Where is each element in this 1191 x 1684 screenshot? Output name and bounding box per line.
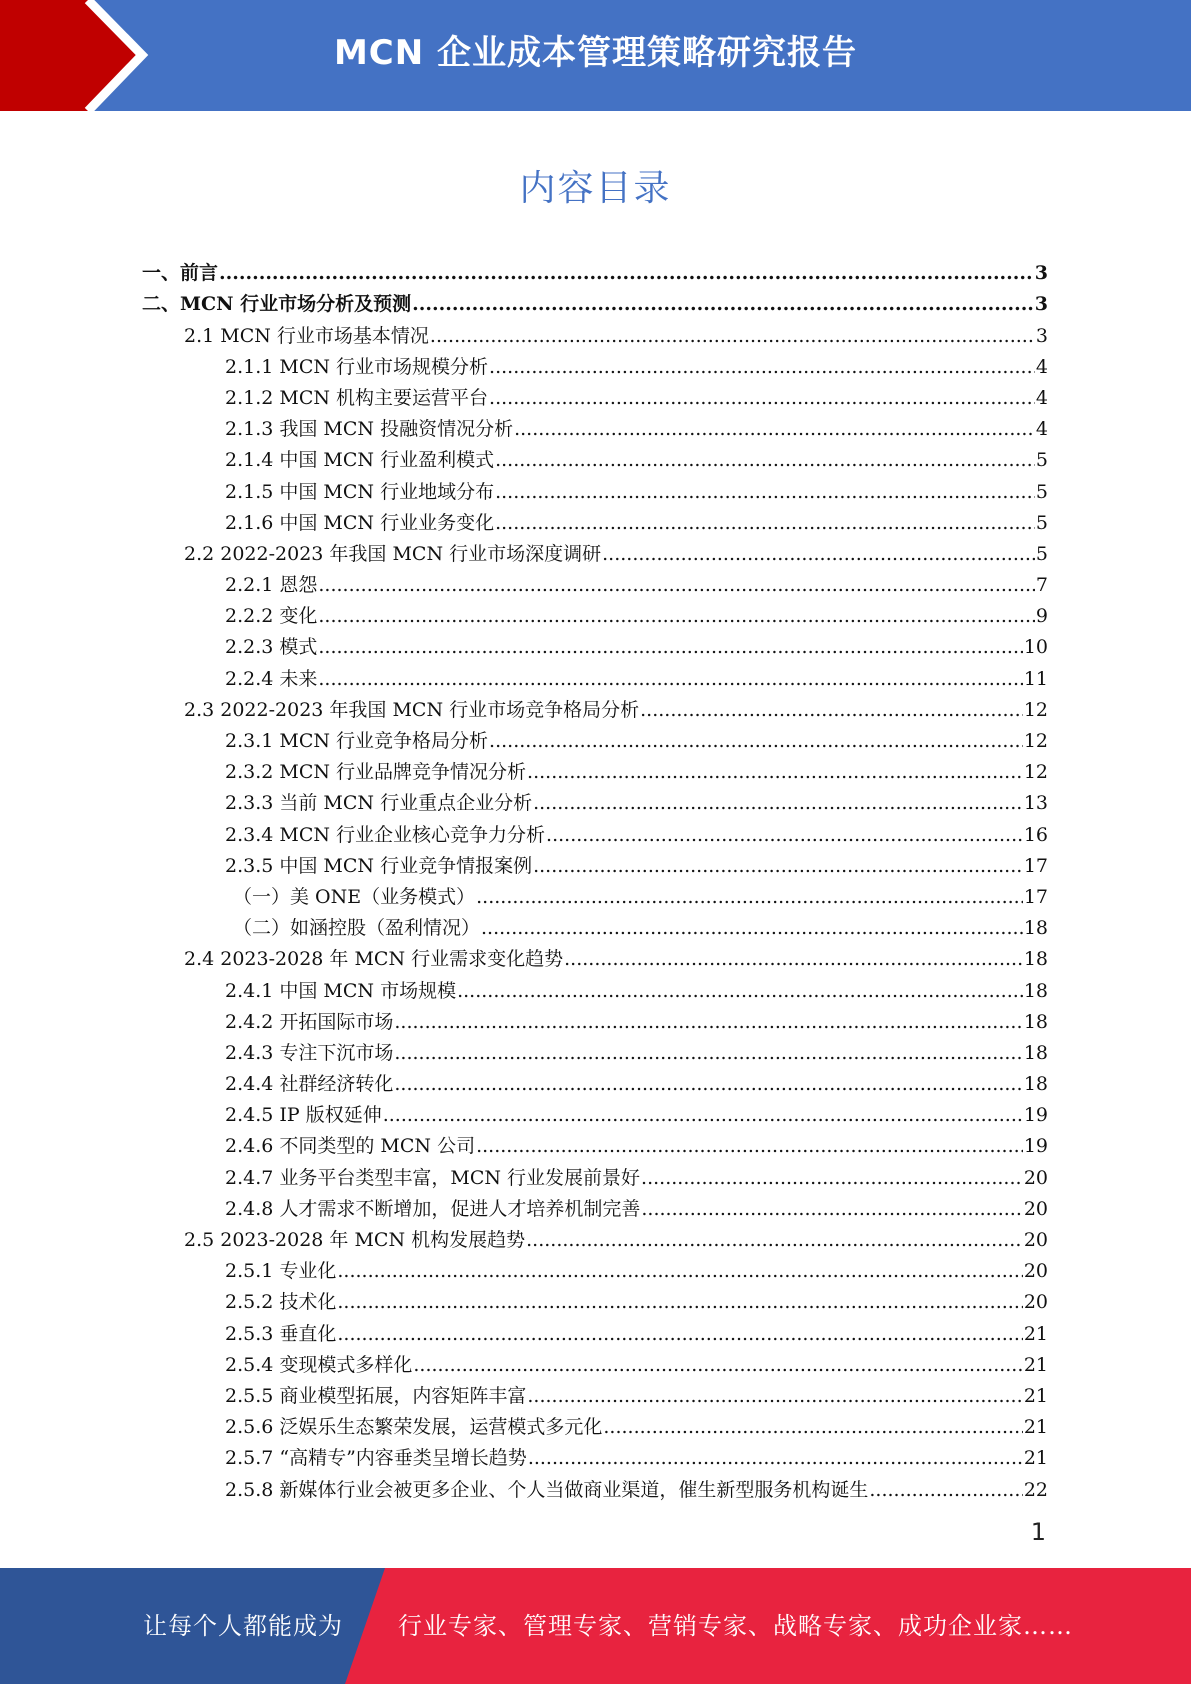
- toc-entry-page: 5: [1035, 542, 1048, 565]
- toc-dot-leader: [526, 1229, 1023, 1251]
- toc-dot-leader: [603, 1416, 1022, 1438]
- toc-entry-page: 19: [1023, 1104, 1048, 1127]
- footer-slogan-left: 让每个人都能成为: [143, 1612, 343, 1640]
- toc-dot-leader: [337, 1291, 1022, 1313]
- toc-entry[interactable]: [142, 939, 1048, 970]
- toc-entry-page: 4: [1035, 418, 1048, 441]
- toc-entry-page: 16: [1023, 823, 1048, 846]
- toc-entry-title: 2.3.5 中国 MCN 行业竞争情报案例: [225, 854, 533, 877]
- toc-entry-page: 12: [1023, 730, 1048, 752]
- toc-entry[interactable]: [142, 908, 1048, 939]
- toc-dot-leader: [495, 512, 1035, 534]
- toc-dot-leader: [318, 605, 1035, 627]
- toc-entry-title: 一、前言: [142, 262, 219, 285]
- toc-entry-title: 2.5.5 商业模型拓展，内容矩阵丰富: [225, 1384, 527, 1407]
- toc-entry[interactable]: [142, 1189, 1048, 1220]
- toc-entry-title: 二、MCN 行业市场分析及预测: [142, 293, 412, 316]
- toc-entry-title: 2.4 2023-2028 年 MCN 行业需求变化趋势: [184, 948, 564, 971]
- footer-slogan-right: 行业专家、管理专家、营销专家、战略专家、成功企业家……: [398, 1612, 1073, 1640]
- toc-entry-page: 19: [1023, 1135, 1048, 1158]
- toc-entry[interactable]: [142, 596, 1048, 627]
- toc-dot-leader: [527, 761, 1023, 783]
- toc-entry-page: 5: [1035, 480, 1048, 503]
- toc-entry[interactable]: [142, 253, 1048, 284]
- toc-entry-page: 21: [1023, 1322, 1048, 1345]
- toc-entry-title: 2.3.2 MCN 行业品牌竞争情况分析: [225, 761, 527, 784]
- toc-entry[interactable]: [142, 658, 1048, 689]
- table-of-contents: [142, 253, 1048, 1501]
- toc-entry[interactable]: [142, 1220, 1048, 1251]
- toc-entry-title: 2.4.1 中国 MCN 市场规模: [225, 979, 457, 1002]
- toc-entry[interactable]: [142, 1376, 1048, 1407]
- toc-entry[interactable]: [142, 284, 1048, 315]
- toc-entry-title: 2.3.4 MCN 行业企业核心竞争力分析: [225, 823, 546, 846]
- toc-entry[interactable]: [142, 846, 1048, 877]
- toc-entry-title: 2.5.3 垂直化: [225, 1322, 337, 1345]
- toc-entry[interactable]: [142, 752, 1048, 783]
- toc-entry-page: 3: [1035, 324, 1048, 347]
- toc-entry[interactable]: [142, 1126, 1048, 1157]
- toc-entry[interactable]: [142, 1064, 1048, 1095]
- toc-entry[interactable]: [142, 1345, 1048, 1376]
- toc-entry-page: 22: [1023, 1478, 1048, 1501]
- toc-entry-title: 2.4.8 人才需求不断增加，促进人才培养机制完善: [225, 1197, 641, 1220]
- toc-entry[interactable]: [142, 1251, 1048, 1282]
- toc-dot-leader: [476, 1135, 1023, 1157]
- toc-entry-title: 2.1.4 中国 MCN 行业盈利模式: [225, 449, 495, 472]
- toc-dot-leader: [337, 1323, 1022, 1345]
- toc-dot-leader: [640, 699, 1023, 721]
- toc-entry[interactable]: [142, 1033, 1048, 1064]
- toc-entry-title: 2.5.2 技术化: [225, 1291, 337, 1314]
- toc-dot-leader: [495, 449, 1035, 471]
- toc-entry-page: 18: [1023, 1041, 1048, 1064]
- toc-entry-page: 9: [1035, 605, 1048, 628]
- toc-dot-leader: [413, 1354, 1022, 1376]
- toc-entry[interactable]: [142, 1282, 1048, 1313]
- toc-entry[interactable]: [142, 627, 1048, 658]
- toc-entry-page: 3: [1034, 262, 1048, 285]
- toc-entry[interactable]: [142, 378, 1048, 409]
- toc-entry[interactable]: [142, 814, 1048, 845]
- toc-dot-leader: [476, 886, 1023, 908]
- toc-dot-leader: [337, 1260, 1022, 1282]
- toc-dot-leader: [546, 824, 1023, 846]
- toc-entry-page: 18: [1023, 1073, 1048, 1096]
- toc-dot-leader: [394, 1042, 1022, 1064]
- toc-entry[interactable]: [142, 1438, 1048, 1469]
- toc-entry-title: 2.3.3 当前 MCN 行业重点企业分析: [225, 792, 533, 815]
- toc-entry[interactable]: [142, 315, 1048, 346]
- toc-entry-title: 2.2.1 恩怨: [225, 574, 318, 597]
- toc-dot-leader: [430, 325, 1035, 347]
- toc-entry-page: 13: [1023, 792, 1048, 815]
- toc-dot-leader: [394, 1073, 1022, 1095]
- toc-dot-leader: [489, 356, 1035, 378]
- toc-dot-leader: [514, 418, 1035, 440]
- toc-dot-leader: [457, 980, 1023, 1002]
- toc-dot-leader: [219, 262, 1034, 284]
- toc-dot-leader: [602, 543, 1035, 565]
- toc-entry-page: 20: [1023, 1260, 1048, 1283]
- toc-entry-page: 4: [1035, 386, 1048, 409]
- toc-entry-page: 20: [1023, 1229, 1048, 1251]
- toc-entry-page: 17: [1023, 854, 1048, 877]
- toc-entry-title: 2.1.2 MCN 机构主要运营平台: [225, 386, 489, 409]
- toc-entry[interactable]: [142, 409, 1048, 440]
- toc-entry-page: 18: [1023, 917, 1048, 940]
- toc-entry[interactable]: [142, 471, 1048, 502]
- toc-entry[interactable]: [142, 970, 1048, 1001]
- toc-entry-title: 2.4.3 专注下沉市场: [225, 1041, 394, 1064]
- toc-dot-leader: [641, 1198, 1022, 1220]
- toc-dot-leader: [318, 668, 1022, 690]
- toc-dot-leader: [318, 636, 1022, 658]
- toc-entry-title: 2.4.7 业务平台类型丰富，MCN 行业发展前景好: [225, 1166, 641, 1189]
- toc-dot-leader: [869, 1479, 1022, 1501]
- toc-entry-title: 2.1.5 中国 MCN 行业地域分布: [225, 480, 495, 503]
- toc-entry-title: 2.1.6 中国 MCN 行业业务变化: [225, 511, 495, 534]
- toc-entry-title: 2.2.2 变化: [225, 605, 318, 628]
- toc-title: 内容目录: [519, 168, 672, 209]
- page-footer: [0, 1568, 1191, 1684]
- toc-entry-title: 2.5.7 “高精专”内容垂类呈增长趋势: [225, 1447, 527, 1470]
- toc-entry-title: 2.1 MCN 行业市场基本情况: [184, 324, 429, 347]
- toc-entry[interactable]: [142, 503, 1048, 534]
- page-number: 1: [1030, 1518, 1046, 1546]
- toc-entry-page: 4: [1035, 355, 1048, 378]
- toc-entry-page: 21: [1023, 1447, 1048, 1470]
- toc-entry-page: 5: [1035, 449, 1048, 472]
- toc-entry[interactable]: [142, 440, 1048, 471]
- toc-entry[interactable]: [142, 347, 1048, 378]
- toc-entry[interactable]: [142, 565, 1048, 596]
- report-title: MCN 企业成本管理策略研究报告: [333, 33, 858, 73]
- toc-entry-title: 2.5.4 变现模式多样化: [225, 1353, 413, 1376]
- toc-entry-page: 10: [1023, 636, 1048, 659]
- toc-entry-page: 5: [1035, 511, 1048, 534]
- toc-entry-page: 7: [1035, 574, 1048, 597]
- toc-entry-page: 17: [1023, 885, 1048, 908]
- toc-entry-title: （二）如涵控股（盈利情况）: [233, 917, 481, 940]
- toc-entry-page: 20: [1023, 1291, 1048, 1314]
- toc-entry-title: 2.4.6 不同类型的 MCN 公司: [225, 1135, 476, 1158]
- toc-entry-title: 2.5.1 专业化: [225, 1260, 337, 1283]
- toc-entry-page: 20: [1023, 1197, 1048, 1220]
- toc-entry[interactable]: [142, 1407, 1048, 1438]
- toc-entry-page: 11: [1023, 667, 1048, 690]
- toc-entry-title: 2.2.3 模式: [225, 636, 318, 659]
- toc-entry-title: 2.4.4 社群经济转化: [225, 1073, 394, 1096]
- toc-dot-leader: [481, 917, 1023, 939]
- toc-entry-title: 2.4.2 开拓国际市场: [225, 1010, 394, 1033]
- toc-entry[interactable]: [142, 783, 1048, 814]
- toc-entry-title: 2.3 2022-2023 年我国 MCN 行业市场竞争格局分析: [184, 698, 640, 721]
- toc-dot-leader: [528, 1447, 1023, 1469]
- toc-entry[interactable]: [142, 721, 1048, 752]
- toc-dot-leader: [489, 387, 1035, 409]
- toc-dot-leader: [318, 574, 1035, 596]
- toc-dot-leader: [641, 1167, 1023, 1189]
- toc-entry-title: 2.2 2022-2023 年我国 MCN 行业市场深度调研: [184, 542, 602, 565]
- toc-dot-leader: [412, 293, 1034, 315]
- toc-entry-title: 2.1.3 我国 MCN 投融资情况分析: [225, 418, 514, 441]
- toc-dot-leader: [527, 1385, 1022, 1407]
- toc-entry-page: 20: [1023, 1166, 1048, 1189]
- toc-entry-page: 12: [1023, 761, 1048, 784]
- toc-entry[interactable]: [142, 1313, 1048, 1344]
- toc-dot-leader: [533, 792, 1023, 814]
- toc-dot-leader: [383, 1104, 1023, 1126]
- toc-entry-title: 2.5.6 泛娱乐生态繁荣发展，运营模式多元化: [225, 1416, 603, 1439]
- page-header: [0, 0, 1191, 111]
- toc-entry-title: 2.1.1 MCN 行业市场规模分析: [225, 355, 489, 378]
- toc-entry-title: 2.3.1 MCN 行业竞争格局分析: [225, 730, 489, 752]
- toc-dot-leader: [394, 1011, 1022, 1033]
- toc-dot-leader: [495, 481, 1035, 503]
- toc-entry[interactable]: [142, 877, 1048, 908]
- toc-entry[interactable]: [142, 534, 1048, 565]
- toc-entry-page: 12: [1023, 698, 1048, 721]
- toc-entry-title: （一）美 ONE（业务模式）: [233, 885, 476, 908]
- toc-dot-leader: [564, 948, 1023, 970]
- toc-entry-page: 18: [1023, 948, 1048, 971]
- toc-dot-leader: [533, 855, 1023, 877]
- toc-entry[interactable]: [142, 1469, 1048, 1500]
- toc-entry-page: 21: [1023, 1416, 1048, 1439]
- toc-entry-page: 3: [1034, 293, 1048, 316]
- toc-entry-page: 21: [1023, 1384, 1048, 1407]
- toc-entry[interactable]: [142, 1157, 1048, 1188]
- toc-entry[interactable]: [142, 1002, 1048, 1033]
- toc-entry[interactable]: [142, 690, 1048, 721]
- toc-entry-page: 18: [1023, 979, 1048, 1002]
- toc-entry-title: 2.5.8 新媒体行业会被更多企业、个人当做商业渠道，催生新型服务机构诞生: [225, 1478, 869, 1501]
- toc-entry-title: 2.5 2023-2028 年 MCN 机构发展趋势: [184, 1229, 526, 1251]
- toc-dot-leader: [489, 730, 1023, 752]
- toc-entry-page: 18: [1023, 1010, 1048, 1033]
- toc-entry-title: 2.4.5 IP 版权延伸: [225, 1104, 382, 1127]
- toc-entry-page: 21: [1023, 1353, 1048, 1376]
- toc-entry-title: 2.2.4 未来: [225, 667, 318, 690]
- toc-entry[interactable]: [142, 1095, 1048, 1126]
